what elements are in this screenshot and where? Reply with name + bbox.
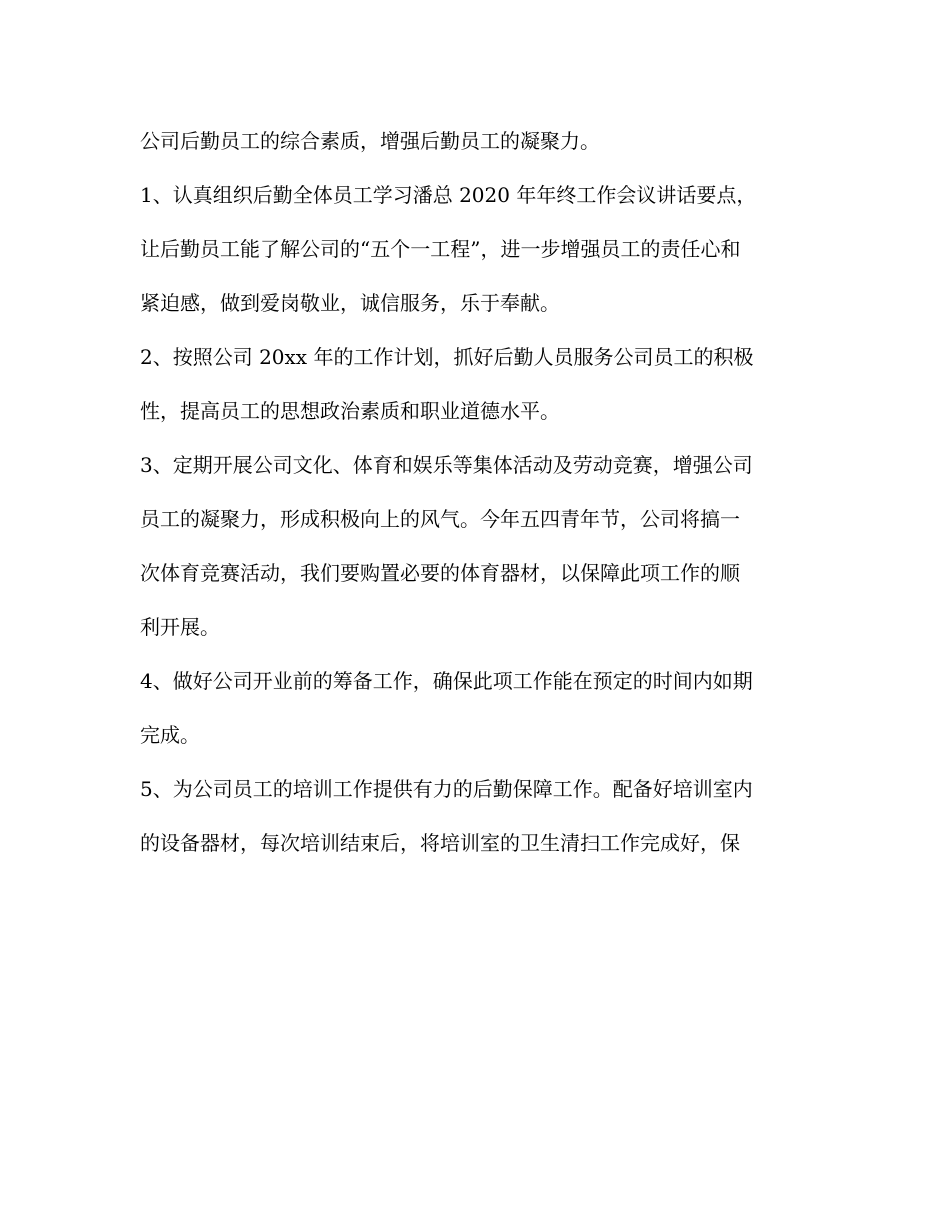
text-line: 3、定期开展公司文化、体育和娱乐等集体活动及劳动竞赛，增强公司 — [140, 453, 753, 477]
text-line: 让后勤员工能了解公司的“五个一工程”，进一步增强员工的责任心和 — [140, 237, 741, 261]
text-line: 次体育竞赛活动，我们要购置必要的体育器材，以保障此项工作的顺 — [140, 561, 740, 585]
text-line: 2、按照公司 20xx 年的工作计划，抓好后勤人员服务公司员工的积极 — [140, 345, 754, 369]
text-line: 完成。 — [140, 723, 200, 747]
text-line: 利开展。 — [140, 615, 220, 639]
document-body — [140, 114, 810, 870]
text-line: 员工的凝聚力，形成积极向上的风气。今年五四青年节，公司将搞一 — [140, 507, 740, 531]
text-line: 公司后勤员工的综合素质，增强后勤员工的凝聚力。 — [140, 129, 600, 153]
text-line: 1、认真组织后勤全体员工学习潘总 2020 年年终工作会议讲话要点， — [140, 183, 757, 207]
text-line: 的设备器材，每次培训结束后，将培训室的卫生清扫工作完成好，保 — [140, 831, 740, 855]
text-line: 性，提高员工的思想政治素质和职业道德水平。 — [140, 399, 560, 423]
text-line: 4、做好公司开业前的筹备工作，确保此项工作能在预定的时间内如期 — [140, 669, 753, 693]
text-line: 紧迫感，做到爱岗敬业，诚信服务，乐于奉献。 — [140, 291, 560, 315]
text-line: 5、为公司员工的培训工作提供有力的后勤保障工作。配备好培训室内 — [140, 777, 753, 801]
